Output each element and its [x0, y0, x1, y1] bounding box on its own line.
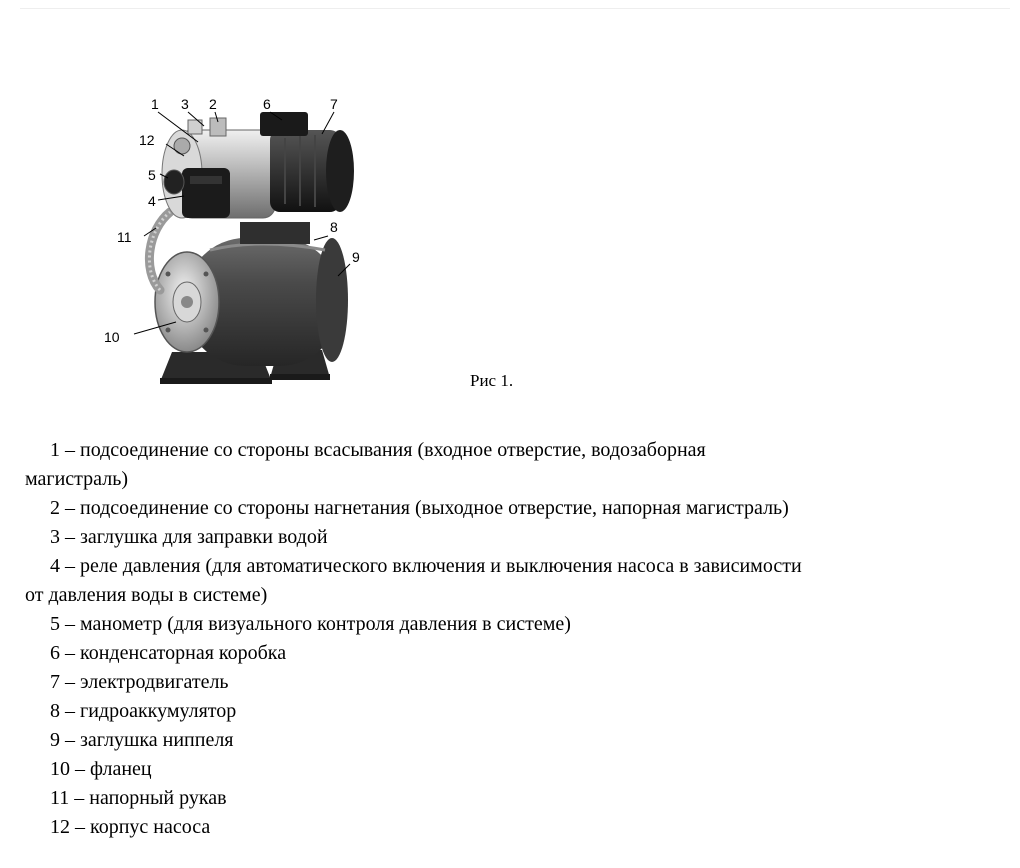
legend-item-3: 3 – заглушка для заправки водой	[50, 526, 328, 548]
pump-figure	[60, 90, 400, 405]
parts-legend	[20, 436, 1010, 842]
pump-station-illustration	[60, 90, 400, 405]
legend-item-10: 10 – фланец	[50, 758, 152, 780]
legend-item-7: 7 – электродвигатель	[50, 671, 229, 693]
legend-item-8: 8 – гидроаккумулятор	[50, 700, 237, 722]
callout-9: 9	[352, 249, 360, 265]
legend-item-5: 5 – манометр (для визуального контроля давления в системе)	[50, 613, 571, 635]
legend-item-4-continued: от давления воды в системе)	[25, 584, 268, 606]
legend-item-1-continued: магистраль)	[25, 468, 128, 490]
callout-10: 10	[104, 329, 120, 345]
pressure-switch	[182, 168, 230, 218]
callout-2: 2	[209, 96, 217, 112]
callout-3: 3	[181, 96, 189, 112]
callout-7: 7	[330, 96, 338, 112]
pump-bracket	[240, 222, 310, 244]
callout-11: 11	[117, 229, 132, 245]
figure-caption: Рис 1.	[470, 371, 514, 390]
capacitor-box	[260, 112, 308, 136]
manometer	[164, 170, 184, 194]
legend-item-12: 12 – корпус насоса	[50, 816, 211, 838]
electric-motor	[270, 130, 354, 212]
callout-1: 1	[151, 96, 159, 112]
flange	[155, 252, 219, 352]
legend-item-2: 2 – подсоединение со стороны нагнетания (выходное отверстие, напорная магистраль)	[50, 497, 789, 519]
callout-8: 8	[330, 219, 338, 235]
legend-item-11: 11 – напорный рукав	[50, 787, 227, 809]
callout-12: 12	[139, 132, 155, 148]
callout-5: 5	[148, 167, 156, 183]
callout-4: 4	[148, 193, 156, 209]
callout-6: 6	[263, 96, 271, 112]
legend-item-1: 1 – подсоединение со стороны всасывания (входное отверстие, водозаборная	[50, 439, 706, 461]
legend-item-9: 9 – заглушка ниппеля	[50, 729, 234, 751]
legend-item-6: 6 – конденсаторная коробка	[50, 642, 287, 664]
legend-item-4: 4 – реле давления (для автоматического включения и выключения насоса в зависимости	[50, 555, 802, 577]
top-divider	[20, 8, 1010, 9]
